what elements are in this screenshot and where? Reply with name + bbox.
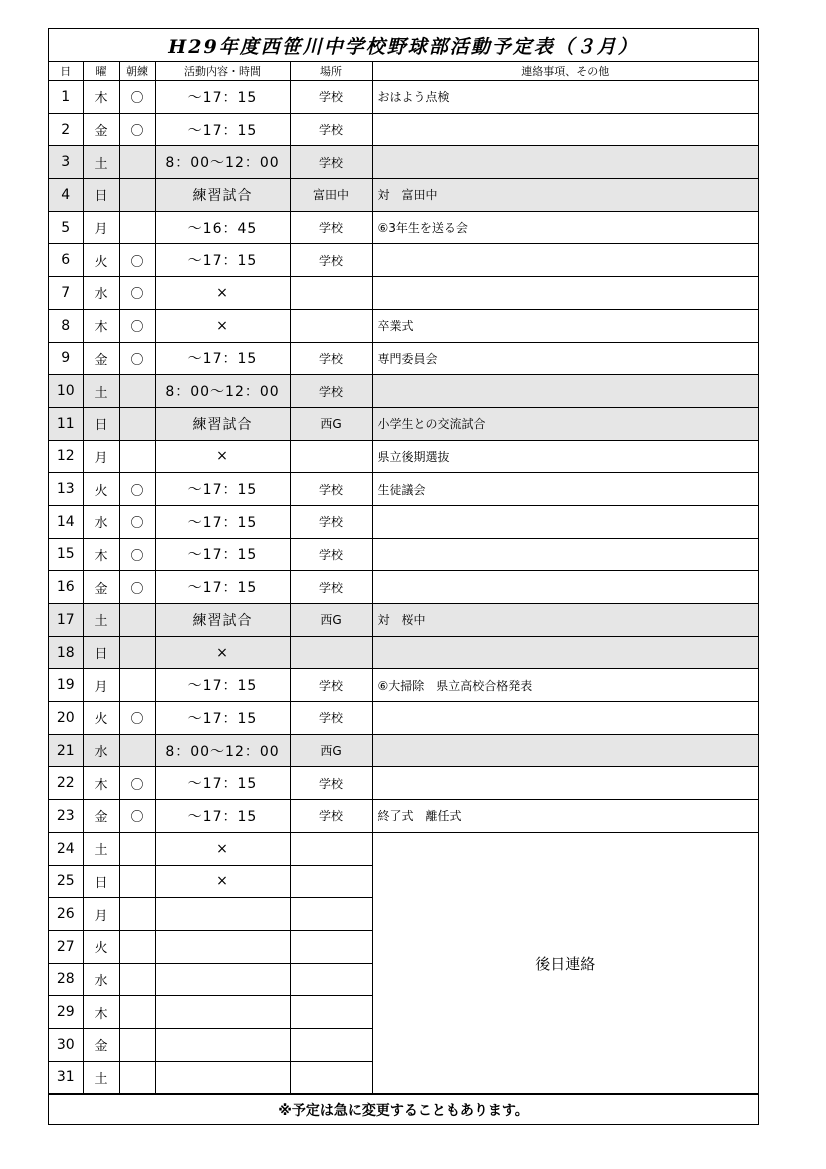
weekday-cell: 土 <box>83 832 119 865</box>
day-cell: 10 <box>49 375 83 408</box>
activity-cell: 練習試合 <box>155 604 290 637</box>
weekday-cell: 金 <box>83 1028 119 1061</box>
activity-cell: ～17：15 <box>155 81 290 114</box>
weekday-cell: 金 <box>83 342 119 375</box>
morning-practice-cell <box>119 930 155 963</box>
place-cell: 学校 <box>290 211 372 244</box>
weekday-cell: 木 <box>83 538 119 571</box>
activity-cell <box>155 1028 290 1061</box>
activity-cell: ～17：15 <box>155 342 290 375</box>
header-weekday: 曜 <box>83 62 119 81</box>
weekday-cell: 火 <box>83 473 119 506</box>
place-cell: 学校 <box>290 505 372 538</box>
morning-practice-cell: 〇 <box>119 702 155 735</box>
place-cell: 学校 <box>290 669 372 702</box>
note-cell: 対 富田中 <box>372 179 758 212</box>
activity-cell: × <box>155 309 290 342</box>
table-row <box>49 636 758 669</box>
place-cell: 学校 <box>290 113 372 146</box>
place-cell: 学校 <box>290 146 372 179</box>
table-row <box>49 604 758 637</box>
day-cell: 28 <box>49 963 83 996</box>
table-row <box>49 734 758 767</box>
header-morning-practice: 朝練 <box>119 62 155 81</box>
day-cell: 6 <box>49 244 83 277</box>
note-cell <box>372 505 758 538</box>
note-cell <box>372 277 758 310</box>
activity-cell: ～17：15 <box>155 767 290 800</box>
schedule-table <box>49 62 758 1094</box>
place-cell: 学校 <box>290 702 372 735</box>
morning-practice-cell: 〇 <box>119 277 155 310</box>
later-notice-cell: 後日連絡 <box>372 832 758 1094</box>
note-cell: 生徒議会 <box>372 473 758 506</box>
morning-practice-cell: 〇 <box>119 309 155 342</box>
activity-cell: 練習試合 <box>155 179 290 212</box>
day-cell: 23 <box>49 800 83 833</box>
table-row <box>49 244 758 277</box>
table-row <box>49 113 758 146</box>
table-row <box>49 702 758 735</box>
activity-cell: × <box>155 636 290 669</box>
weekday-cell: 火 <box>83 244 119 277</box>
day-cell: 14 <box>49 505 83 538</box>
weekday-cell: 水 <box>83 505 119 538</box>
place-cell <box>290 309 372 342</box>
place-cell: 学校 <box>290 800 372 833</box>
weekday-cell: 日 <box>83 636 119 669</box>
note-cell: 専門委員会 <box>372 342 758 375</box>
activity-cell: ～17：15 <box>155 473 290 506</box>
day-cell: 15 <box>49 538 83 571</box>
place-cell: 学校 <box>290 473 372 506</box>
weekday-cell: 月 <box>83 440 119 473</box>
place-cell: 西G <box>290 407 372 440</box>
day-cell: 3 <box>49 146 83 179</box>
weekday-cell: 木 <box>83 996 119 1029</box>
place-cell: 学校 <box>290 244 372 277</box>
morning-practice-cell: 〇 <box>119 538 155 571</box>
weekday-cell: 木 <box>83 81 119 114</box>
note-cell: おはよう点検 <box>372 81 758 114</box>
place-cell: 学校 <box>290 571 372 604</box>
day-cell: 18 <box>49 636 83 669</box>
header-activity: 活動内容・時間 <box>155 62 290 81</box>
day-cell: 25 <box>49 865 83 898</box>
activity-cell: × <box>155 277 290 310</box>
day-cell: 16 <box>49 571 83 604</box>
table-row <box>49 505 758 538</box>
note-cell: 県立後期選抜 <box>372 440 758 473</box>
day-cell: 29 <box>49 996 83 1029</box>
weekday-cell: 日 <box>83 865 119 898</box>
weekday-cell: 金 <box>83 800 119 833</box>
note-cell <box>372 244 758 277</box>
weekday-cell: 水 <box>83 963 119 996</box>
morning-practice-cell <box>119 963 155 996</box>
morning-practice-cell <box>119 440 155 473</box>
place-cell <box>290 996 372 1029</box>
morning-practice-cell <box>119 375 155 408</box>
activity-cell <box>155 1061 290 1094</box>
table-row <box>49 538 758 571</box>
place-cell <box>290 898 372 931</box>
morning-practice-cell: 〇 <box>119 571 155 604</box>
activity-cell: ～17：15 <box>155 702 290 735</box>
place-cell <box>290 963 372 996</box>
day-cell: 31 <box>49 1061 83 1094</box>
note-cell: 小学生との交流試合 <box>372 407 758 440</box>
note-cell <box>372 702 758 735</box>
activity-cell: ～17：15 <box>155 113 290 146</box>
day-cell: 7 <box>49 277 83 310</box>
note-cell: 対 桜中 <box>372 604 758 637</box>
morning-practice-cell <box>119 146 155 179</box>
day-cell: 30 <box>49 1028 83 1061</box>
day-cell: 2 <box>49 113 83 146</box>
note-cell: 終了式 離任式 <box>372 800 758 833</box>
weekday-cell: 土 <box>83 1061 119 1094</box>
table-row <box>49 800 758 833</box>
table-row <box>49 375 758 408</box>
morning-practice-cell <box>119 407 155 440</box>
weekday-cell: 金 <box>83 571 119 604</box>
morning-practice-cell: 〇 <box>119 113 155 146</box>
activity-cell: ～17：15 <box>155 505 290 538</box>
activity-cell: × <box>155 865 290 898</box>
activity-cell: × <box>155 440 290 473</box>
page-title: H29年度西笹川中学校野球部活動予定表（３月） <box>49 29 758 62</box>
note-cell: 卒業式 <box>372 309 758 342</box>
table-row <box>49 81 758 114</box>
day-cell: 9 <box>49 342 83 375</box>
table-row <box>49 832 758 865</box>
day-cell: 22 <box>49 767 83 800</box>
table-row <box>49 179 758 212</box>
schedule-sheet <box>48 28 759 1125</box>
activity-cell: 8：00～12：00 <box>155 146 290 179</box>
morning-practice-cell <box>119 604 155 637</box>
weekday-cell: 水 <box>83 277 119 310</box>
weekday-cell: 日 <box>83 407 119 440</box>
table-row <box>49 407 758 440</box>
header-day: 日 <box>49 62 83 81</box>
morning-practice-cell <box>119 669 155 702</box>
activity-cell: 練習試合 <box>155 407 290 440</box>
activity-cell: ～17：15 <box>155 244 290 277</box>
activity-cell: ～17：15 <box>155 669 290 702</box>
place-cell <box>290 1028 372 1061</box>
note-cell <box>372 113 758 146</box>
day-cell: 27 <box>49 930 83 963</box>
table-row <box>49 440 758 473</box>
place-cell <box>290 440 372 473</box>
activity-cell <box>155 898 290 931</box>
header-notes: 連絡事項、その他 <box>372 62 758 81</box>
weekday-cell: 月 <box>83 211 119 244</box>
place-cell <box>290 1061 372 1094</box>
weekday-cell: 月 <box>83 898 119 931</box>
activity-cell: ～17：15 <box>155 800 290 833</box>
morning-practice-cell: 〇 <box>119 244 155 277</box>
table-row <box>49 211 758 244</box>
weekday-cell: 木 <box>83 767 119 800</box>
table-row <box>49 669 758 702</box>
activity-cell <box>155 963 290 996</box>
morning-practice-cell <box>119 636 155 669</box>
activity-cell: ～17：15 <box>155 538 290 571</box>
day-cell: 21 <box>49 734 83 767</box>
place-cell <box>290 636 372 669</box>
day-cell: 12 <box>49 440 83 473</box>
note-cell <box>372 767 758 800</box>
activity-cell: ～17：15 <box>155 571 290 604</box>
morning-practice-cell <box>119 211 155 244</box>
morning-practice-cell: 〇 <box>119 81 155 114</box>
table-row <box>49 571 758 604</box>
table-row <box>49 342 758 375</box>
day-cell: 19 <box>49 669 83 702</box>
activity-cell: × <box>155 832 290 865</box>
activity-cell: 8：00～12：00 <box>155 375 290 408</box>
footer-note: ※予定は急に変更することもあります。 <box>49 1094 758 1125</box>
place-cell <box>290 277 372 310</box>
weekday-cell: 日 <box>83 179 119 212</box>
place-cell: 西G <box>290 734 372 767</box>
morning-practice-cell: 〇 <box>119 505 155 538</box>
note-cell <box>372 571 758 604</box>
morning-practice-cell <box>119 865 155 898</box>
morning-practice-cell <box>119 832 155 865</box>
morning-practice-cell: 〇 <box>119 473 155 506</box>
schedule-body <box>49 81 758 1094</box>
note-cell <box>372 146 758 179</box>
weekday-cell: 金 <box>83 113 119 146</box>
day-cell: 20 <box>49 702 83 735</box>
note-cell: ⑥3年生を送る会 <box>372 211 758 244</box>
place-cell: 西G <box>290 604 372 637</box>
weekday-cell: 土 <box>83 375 119 408</box>
table-row <box>49 473 758 506</box>
day-cell: 17 <box>49 604 83 637</box>
weekday-cell: 木 <box>83 309 119 342</box>
header-place: 場所 <box>290 62 372 81</box>
day-cell: 8 <box>49 309 83 342</box>
table-row <box>49 309 758 342</box>
activity-cell: 8：00～12：00 <box>155 734 290 767</box>
weekday-cell: 火 <box>83 702 119 735</box>
note-cell <box>372 734 758 767</box>
morning-practice-cell <box>119 734 155 767</box>
table-row <box>49 146 758 179</box>
day-cell: 13 <box>49 473 83 506</box>
place-cell <box>290 865 372 898</box>
morning-practice-cell <box>119 996 155 1029</box>
activity-cell <box>155 930 290 963</box>
place-cell <box>290 832 372 865</box>
place-cell: 学校 <box>290 342 372 375</box>
morning-practice-cell: 〇 <box>119 342 155 375</box>
header-row <box>49 62 758 81</box>
day-cell: 1 <box>49 81 83 114</box>
note-cell <box>372 538 758 571</box>
note-cell <box>372 375 758 408</box>
morning-practice-cell <box>119 179 155 212</box>
weekday-cell: 土 <box>83 604 119 637</box>
morning-practice-cell <box>119 1061 155 1094</box>
day-cell: 4 <box>49 179 83 212</box>
place-cell: 学校 <box>290 538 372 571</box>
table-row <box>49 767 758 800</box>
morning-practice-cell <box>119 1028 155 1061</box>
morning-practice-cell: 〇 <box>119 767 155 800</box>
day-cell: 24 <box>49 832 83 865</box>
place-cell: 学校 <box>290 375 372 408</box>
day-cell: 26 <box>49 898 83 931</box>
place-cell: 学校 <box>290 767 372 800</box>
morning-practice-cell: 〇 <box>119 800 155 833</box>
place-cell <box>290 930 372 963</box>
place-cell: 富田中 <box>290 179 372 212</box>
weekday-cell: 月 <box>83 669 119 702</box>
table-row <box>49 277 758 310</box>
place-cell: 学校 <box>290 81 372 114</box>
weekday-cell: 火 <box>83 930 119 963</box>
note-cell <box>372 636 758 669</box>
note-cell: ⑥大掃除 県立高校合格発表 <box>372 669 758 702</box>
day-cell: 11 <box>49 407 83 440</box>
weekday-cell: 土 <box>83 146 119 179</box>
morning-practice-cell <box>119 898 155 931</box>
weekday-cell: 水 <box>83 734 119 767</box>
day-cell: 5 <box>49 211 83 244</box>
activity-cell <box>155 996 290 1029</box>
activity-cell: ～16：45 <box>155 211 290 244</box>
